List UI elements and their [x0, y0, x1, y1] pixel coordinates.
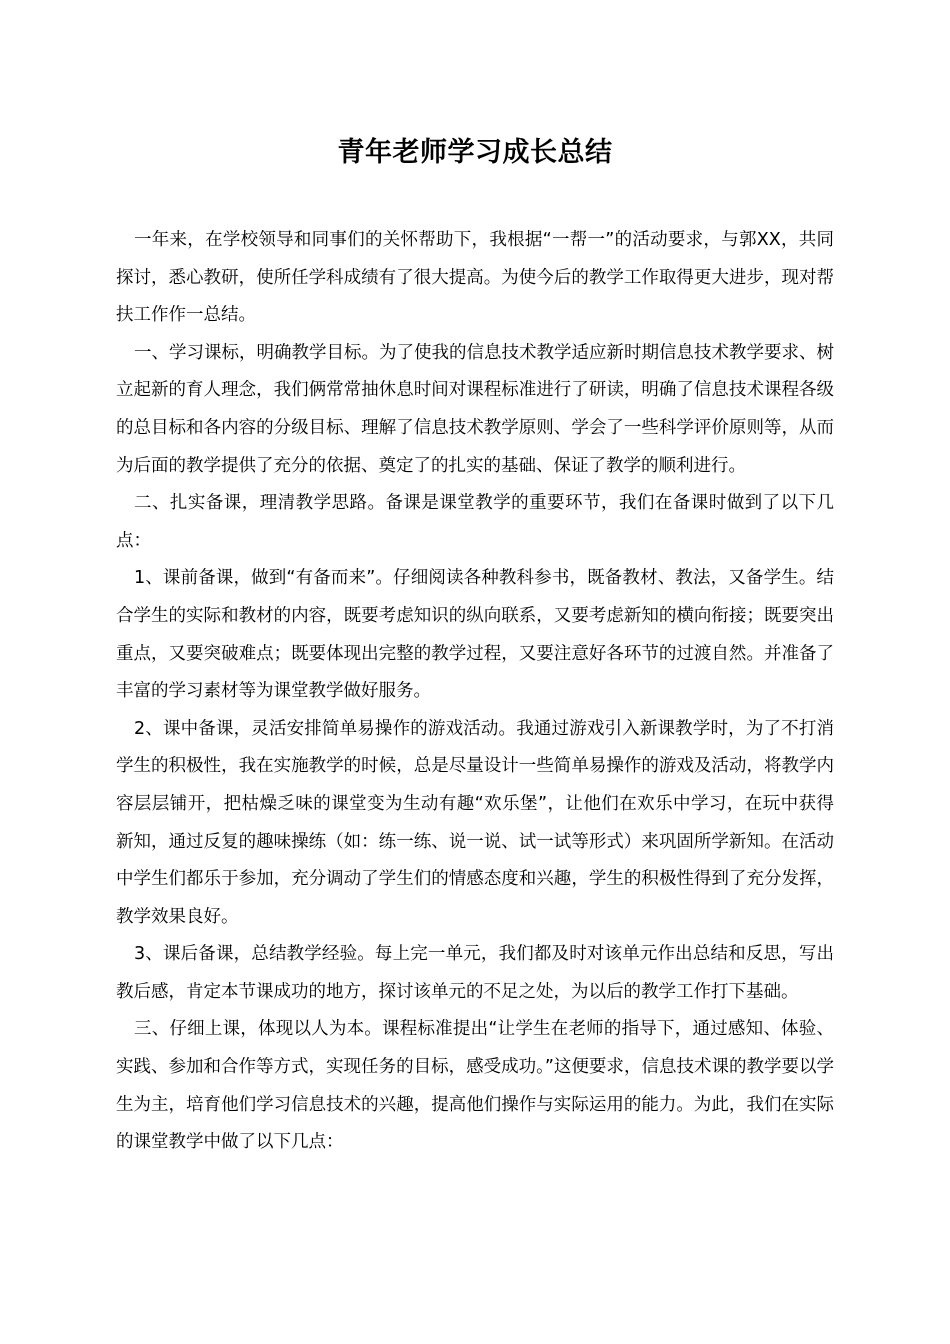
document-body [116, 222, 834, 1162]
paragraph-section-1: 一、学习课标，明确教学目标。为了使我的信息技术教学适应新时期信息技术教学要求、树立起新的育人理念，我们俩常常抽休息时间对课程标准进行了研读，明确了信息技术课程各级的总目标和各内容的分级目标、理解了信息技术教学原则、学会了一些科学评价原则等，从而为后面的教学提供了充分的依据、奠定了的扎实的基础、保证了教学的顺利进行。 [116, 342, 834, 476]
paragraph-intro: 一年来，在学校领导和同事们的关怀帮助下，我根据“一帮一”的活动要求，与郭XX，共同探讨，悉心教研，使所任学科成绩有了很大提高。为使今后的教学工作取得更大进步，现对帮扶工作作一总结。 [116, 230, 834, 326]
paragraph-section-3: 三、仔细上课，体现以人为本。课程标准提出“让学生在老师的指导下，通过感知、体验、实践、参加和合作等方式，实现任务的目标，感受成功。”这便要求，信息技术课的教学要以学生为主，培育他们学习信息技术的兴趣，提高他们操作与实际运用的能力。为此，我们在实际的课堂教学中做了以下几点： [116, 1019, 834, 1153]
paragraph-item-2: 2、课中备课，灵活安排简单易操作的游戏活动。我通过游戏引入新课教学时，为了不打消学生的积极性，我在实施教学的时候，总是尽量设计一些简单易操作的游戏及活动，将教学内容层层铺开，把枯燥乏味的课堂变为生动有趣“欢乐堡”，让他们在欢乐中学习，在玩中获得新知，通过反复的趣味操练（如：练一练、说一说、试一试等形式）来巩固所学新知。在活动中学生们都乐于参加，充分调动了学生们的情感态度和兴趣，学生的积极性得到了充分发挥，教学效果良好。 [116, 718, 834, 927]
paragraph-item-1: 1、课前备课，做到“有备而来”。仔细阅读各种教科参书，既备教材、教法，又备学生。结合学生的实际和教材的内容，既要考虑知识的纵向联系，又要考虑新知的横向衔接；既要突出重点，又要突破难点；既要体现出完整的教学过程，又要注意好各环节的过渡自然。并准备了丰富的学习素材等为课堂教学做好服务。 [116, 568, 834, 702]
paragraph-section-2: 二、扎实备课，理清教学思路。备课是课堂教学的重要环节，我们在备课时做到了以下几点： [116, 493, 834, 551]
paragraph-item-3: 3、课后备课，总结教学经验。每上完一单元，我们都及时对该单元作出总结和反思，写出教后感，肯定本节课成功的地方，探讨该单元的不足之处，为以后的教学工作打下基础。 [116, 944, 834, 1002]
document-title: 青年老师学习成长总结 [337, 137, 613, 168]
